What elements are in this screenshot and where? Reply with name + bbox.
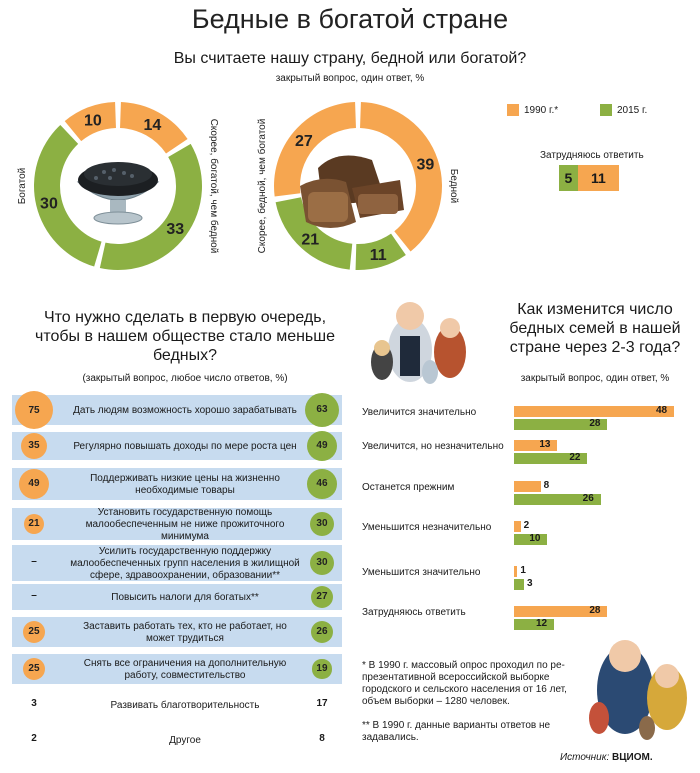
measures-row-label: Заставить работать тех, кто не работает, но может трудиться xyxy=(83,621,287,644)
legend-1990 xyxy=(507,104,558,116)
rich-donut-right-1990-value: 14 xyxy=(143,116,162,134)
forecast-value-1990: 48 xyxy=(656,405,668,416)
footnote-1: * В 1990 г. массовый опрос проходил по ре- презентативной всероссийской выборке городского и сельского населения от 16 лет, объем выборки – 1280 человек. xyxy=(362,660,567,707)
measures-row-label: Поддерживать низкие цены на жизненно необходимые товары xyxy=(90,473,280,496)
forecast-value-1990: 28 xyxy=(589,605,601,616)
forecast-bar-1990 xyxy=(514,440,557,451)
measures-value-2015: 27 xyxy=(311,586,334,609)
source xyxy=(560,752,700,764)
measures-value-2015: 19 xyxy=(312,659,331,678)
hard-to-say-1990-value: 11 xyxy=(590,170,606,186)
measures-row-label: Усилить государственную поддержку малообеспеченных групп населения в жилищной сфере, здравоохранении, образовании** xyxy=(70,546,300,581)
measures-title: Что нужно сделать в первую очередь, чтобы в нашем обществе стало меньше бедных? xyxy=(35,309,335,364)
bread-icon xyxy=(300,156,404,229)
measures-value-1990: 35 xyxy=(21,433,47,459)
measures-row-label: Дать людям возможность хорошо зарабатывать xyxy=(73,405,297,416)
measures-value-1990: 2 xyxy=(31,733,37,744)
rich-donut-left-1990-value: 10 xyxy=(84,112,102,130)
measures-row-label: Развивать благотворительность xyxy=(110,700,260,711)
rich-donut-left-label: Богатой xyxy=(17,167,28,205)
legend-2015 xyxy=(600,104,647,116)
legend-2015-swatch xyxy=(600,104,612,116)
forecast-value-2015: 26 xyxy=(582,493,594,504)
forecast-bar-1990 xyxy=(514,406,674,417)
matryoshka-icon-top xyxy=(360,290,480,390)
forecast-category-label: Останется прежним xyxy=(362,482,455,493)
forecast-bar-1990 xyxy=(514,566,517,577)
measures-value-1990: 25 xyxy=(23,658,45,680)
source-label: Источник: xyxy=(560,752,610,763)
poor-donut-right-label: Бедной xyxy=(448,168,459,204)
poor-donut-left-2015-value: 21 xyxy=(301,231,320,249)
poor-donut-right-2015-value: 11 xyxy=(369,247,387,265)
forecast-value-1990: 8 xyxy=(543,480,550,491)
poor-donut-left-1990-value: 27 xyxy=(295,132,313,150)
page-title: Бедные в богатой стране xyxy=(191,4,509,34)
measures-value-2015: 26 xyxy=(311,621,333,643)
caviar-bowl-icon xyxy=(78,162,158,224)
hard-to-say-2015-segment xyxy=(559,165,578,191)
measures-value-2015: 49 xyxy=(307,431,338,462)
forecast-bar-1990 xyxy=(514,521,521,532)
forecast-category-label: Уменьшится значительно xyxy=(362,567,481,578)
forecast-title: Как изменится число бедных семей в нашей стране через 2-3 года? xyxy=(509,301,681,356)
measures-value-1990: 3 xyxy=(31,698,37,709)
measures-value-1990: 49 xyxy=(19,469,50,500)
measures-value-2015: 46 xyxy=(307,469,337,499)
question1-subtitle: закрытый вопрос, один ответ, % xyxy=(275,73,425,84)
forecast-value-1990: 2 xyxy=(523,520,530,531)
measures-value-1990: – xyxy=(31,590,37,601)
rich-donut-right-label: Скорее, богатой, чем бедной xyxy=(208,118,219,254)
forecast-subtitle: закрытый вопрос, один ответ, % xyxy=(520,373,670,384)
measures-value-2015: 8 xyxy=(319,733,325,744)
forecast-category-label: Увеличится, но незначительно xyxy=(362,441,504,452)
measures-value-1990: 75 xyxy=(15,391,53,429)
measures-value-2015: 63 xyxy=(305,393,340,428)
poor-donut-right-1990-value: 39 xyxy=(416,156,435,174)
donuts-svg xyxy=(0,90,480,290)
forecast-category-label: Затрудняюсь ответить xyxy=(362,607,466,618)
measures-row-label: Снять все ограничения на дополнительную работу, совместительство xyxy=(83,658,287,681)
forecast-value-2015: 12 xyxy=(536,618,548,629)
measures-value-1990: 25 xyxy=(23,621,45,643)
footnote-2: ** В 1990 г. данные варианты ответов не задавались. xyxy=(362,720,551,743)
forecast-value-2015: 22 xyxy=(569,452,581,463)
measures-value-1990: – xyxy=(31,556,37,567)
measures-value-2015: 30 xyxy=(310,551,334,575)
rich-donut-right-2015-value: 33 xyxy=(166,220,185,238)
forecast-bar-1990 xyxy=(514,481,541,492)
forecast-bar-2015 xyxy=(514,619,554,630)
legend-1990-swatch xyxy=(507,104,519,116)
measures-subtitle: (закрытый вопрос, любое число ответов, %) xyxy=(82,373,288,384)
forecast-value-2015: 3 xyxy=(527,578,533,589)
forecast-value-1990: 1 xyxy=(520,565,526,576)
measures-row-label: Установить государственную помощь малообеспеченным не ниже прожиточного минимума xyxy=(85,507,285,542)
forecast-value-2015: 28 xyxy=(589,418,601,429)
measures-row-label: Другое xyxy=(169,735,201,746)
matryoshka-icon-bottom xyxy=(585,620,695,745)
source-value: ВЦИОМ. xyxy=(612,752,653,763)
measures-row-label: Регулярно повышать доходы по мере роста цен xyxy=(73,441,297,452)
forecast-value-2015: 10 xyxy=(529,533,541,544)
forecast-value-1990: 13 xyxy=(539,439,551,450)
hard-to-say-title: Затрудняюсь ответить xyxy=(540,150,644,161)
rich-donut-left-2015-value: 30 xyxy=(40,195,58,213)
legend-2015-label: 2015 г. xyxy=(617,104,648,116)
forecast-category-label: Уменьшится незначительно xyxy=(362,522,492,533)
measures-value-2015: 30 xyxy=(310,512,334,536)
measures-value-2015: 17 xyxy=(316,698,328,709)
hard-to-say-1990-segment xyxy=(578,165,619,191)
forecast-bar-2015 xyxy=(514,579,524,590)
forecast-category-label: Увеличится значительно xyxy=(362,407,477,418)
measures-row-label: Повысить налоги для богатых** xyxy=(111,592,259,603)
measures-value-1990: 21 xyxy=(24,514,44,534)
poor-donut-left-label: Скорее, бедной, чем богатой xyxy=(257,118,268,254)
question1-title: Вы считаете нашу страну, бедной или богатой? xyxy=(173,50,527,67)
hard-to-say-2015-value: 5 xyxy=(564,170,573,186)
legend-1990-label: 1990 г.* xyxy=(524,104,559,116)
hard-to-say-bar xyxy=(559,165,619,191)
